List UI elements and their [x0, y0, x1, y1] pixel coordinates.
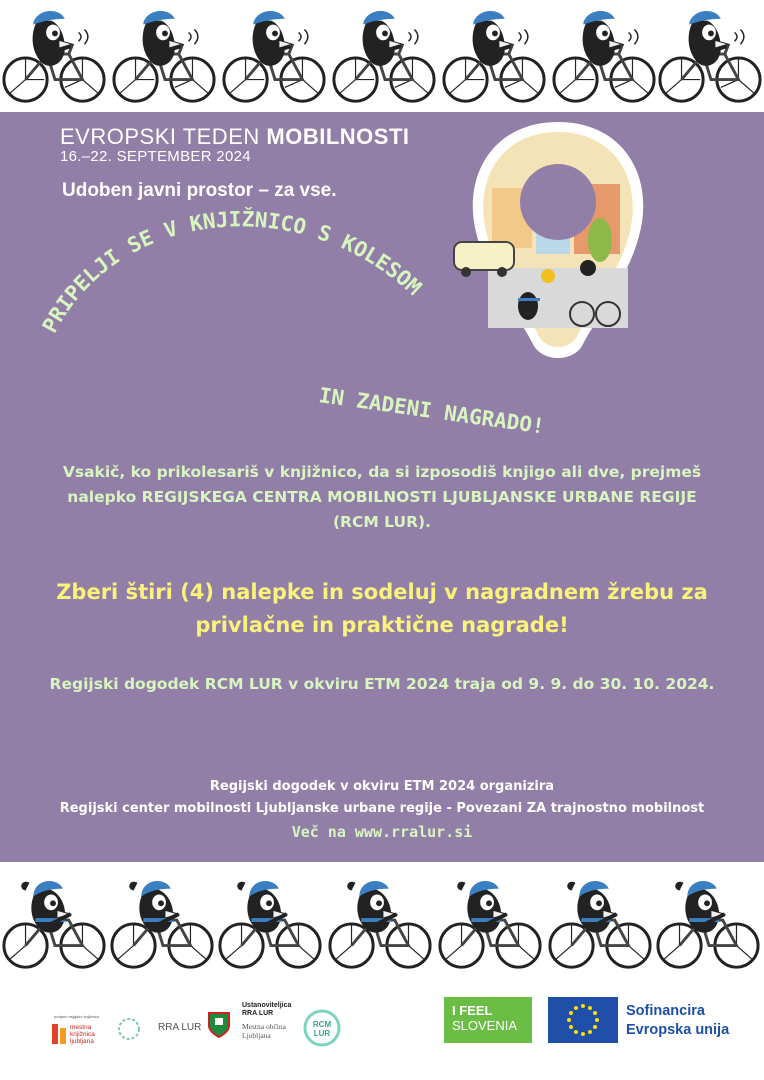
ljubljana-coat-of-arms-icon	[208, 1012, 230, 1038]
feel-slovenia-line: I FEEL	[452, 1003, 493, 1018]
library-logo-icon	[52, 1024, 68, 1044]
organizer-line: Regijski dogodek v okviru ETM 2024 organizira	[209, 779, 555, 794]
feel-slovenia-line: SLOVENIA	[452, 1018, 518, 1033]
etm-dates: 16.–22. SEPTEMBER 2024	[60, 148, 251, 165]
description-line: nalepko REGIJSKEGA CENTRA MOBILNOSTI LJUBLJANSKE URBANE REGIJE	[67, 488, 697, 506]
cyclist-mascot-icon	[546, 868, 654, 976]
event-dates-text: Regijski dogodek RCM LUR v okviru ETM 2024 traja od 9. 9. do 30. 10. 2024.	[49, 675, 715, 693]
headline-arc	[0, 112, 764, 452]
eu-label-line: Sofinancira	[626, 1003, 705, 1019]
cta-line: privlačne in praktične nagrade!	[195, 613, 569, 637]
cyclist-mascot-icon	[0, 2, 108, 110]
rcm-lur-logo-text: RCM LUR	[312, 1020, 332, 1038]
headline-arc-text: PRIPELJI SE V KNJIŽNICO S KOLESOM	[37, 207, 427, 337]
eu-flag-icon	[548, 997, 618, 1043]
top-cyclist-band	[0, 0, 764, 112]
cyclist-mascot-icon	[326, 868, 434, 976]
headline-second-line: IN ZADENI NAGRADO!	[317, 383, 547, 439]
cyclist-mascot-icon	[216, 868, 324, 976]
eu-label-line: Evropska unija	[626, 1022, 730, 1038]
slogan: Udoben javni prostor – za vse.	[62, 180, 337, 201]
founder-label: Ustanoviteljica RRA LUR	[242, 1002, 292, 1017]
rra-lur-logo-text: RRA LUR	[158, 1022, 202, 1033]
cyclist-mascot-icon	[654, 868, 762, 976]
cyclist-mascot-icon	[108, 868, 216, 976]
organizer-line: Regijski center mobilnosti Ljubljanske urbane regije - Povezani ZA trajnostno mobilnost	[59, 801, 705, 816]
library-logo-name: mestna knjižnica ljubljana	[70, 1024, 95, 1045]
cyclist-mascot-icon	[220, 2, 328, 110]
description-line: (RCM LUR).	[332, 513, 432, 531]
eu-cofinanced-label	[626, 1002, 729, 1040]
footer-logos	[0, 980, 764, 1080]
more-info-link[interactable]: Več na www.rralur.si	[291, 823, 473, 841]
cyclist-mascot-icon	[656, 2, 764, 110]
cyclist-mascot-icon	[440, 2, 548, 110]
library-logo-tagline: podprto regijsko knjižnico	[54, 1014, 99, 1019]
description-line: Vsakič, ko prikolesariš v knjižnico, da si izposodiš knjigo ali dve, prejmeš	[62, 463, 702, 481]
rra-lur-logo-icon	[116, 1016, 146, 1042]
poster-panel	[0, 112, 764, 862]
etm-title-light: EVROPSKI TEDEN	[60, 124, 260, 149]
organizer-info	[20, 776, 744, 820]
cyclist-mascot-icon	[110, 2, 218, 110]
call-to-action	[20, 576, 744, 642]
i-feel-slovenia-logo	[444, 997, 532, 1043]
etm-title-bold: MOBILNOSTI	[266, 124, 410, 149]
cta-line: Zberi štiri (4) nalepke in sodeluj v nagradnem žrebu za	[56, 580, 708, 604]
municipality-name: Mestna občina Ljubljana	[242, 1022, 286, 1040]
cyclist-mascot-icon	[550, 2, 658, 110]
cyclist-mascot-icon	[330, 2, 438, 110]
cyclist-mascot-icon	[0, 868, 108, 976]
bottom-cyclist-band	[0, 862, 764, 980]
cyclist-mascot-icon	[436, 868, 544, 976]
description-paragraph	[20, 460, 744, 535]
